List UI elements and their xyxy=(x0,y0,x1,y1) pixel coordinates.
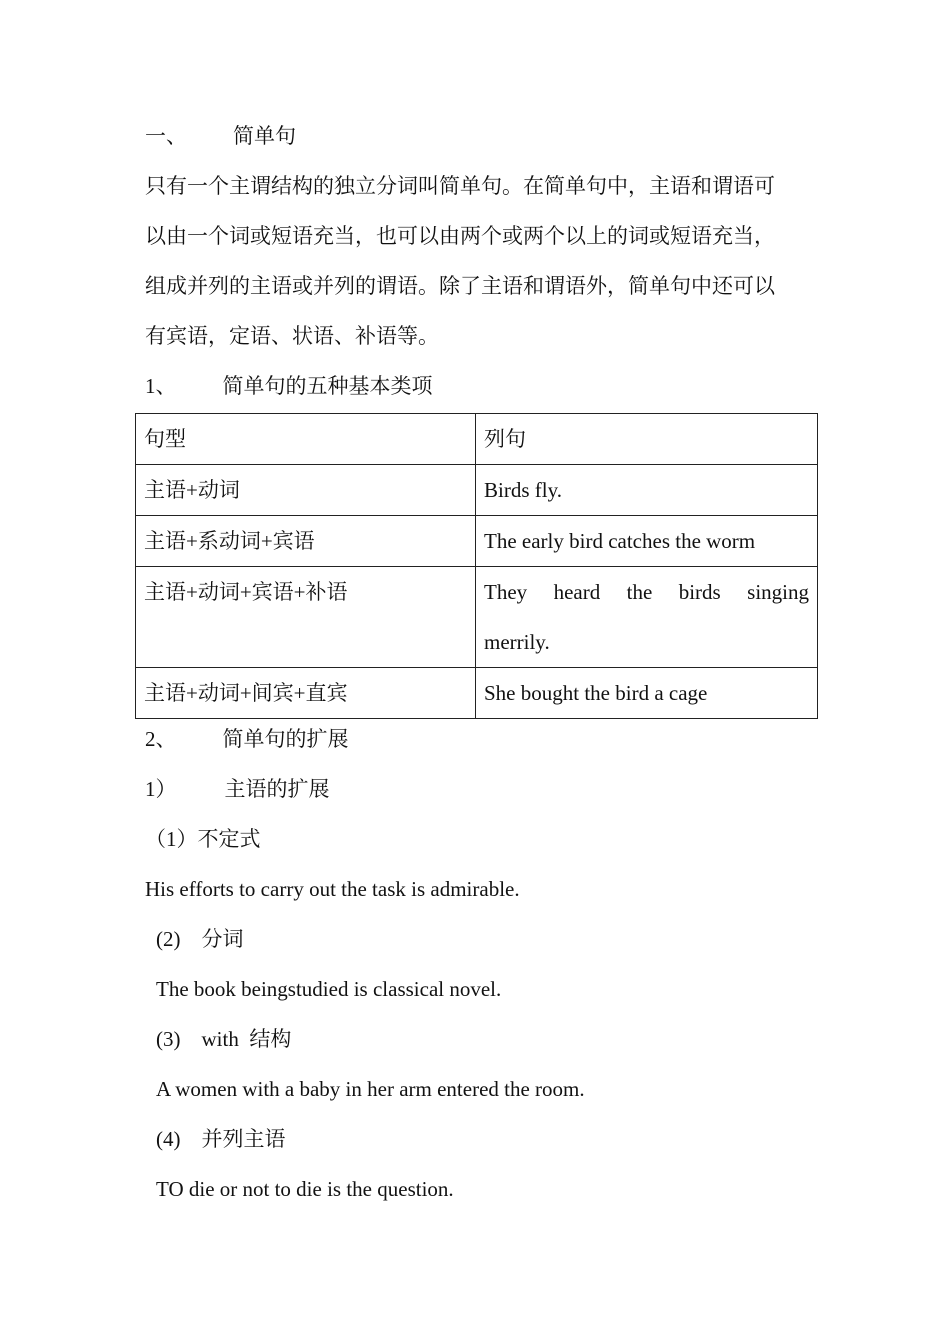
subheading-number: 1、 xyxy=(145,374,177,398)
example-cell: She bought the bird a cage xyxy=(476,668,818,719)
pattern-cell: 主语+动词+宾语+补语 xyxy=(136,567,476,668)
item-label: (2) 分词 xyxy=(156,927,244,951)
pattern-cell: 主语+系动词+宾语 xyxy=(136,516,476,567)
example-cell xyxy=(476,567,818,668)
pattern-cell: 主语+动词+间宾+直宾 xyxy=(136,668,476,719)
table-row xyxy=(136,668,818,719)
intro-paragraph-line: 以由一个词或短语充当，也可以由两个或两个以上的词或短语充当， xyxy=(145,224,775,248)
example-line: merrily. xyxy=(484,630,550,654)
example-line: They heard the birds singing xyxy=(484,580,809,604)
table-row xyxy=(136,465,818,516)
subheading-title: 简单句的扩展 xyxy=(222,727,349,751)
pattern-cell: 主语+动词 xyxy=(136,465,476,516)
subheading-subject-expansion xyxy=(145,775,330,803)
subheading-title: 主语的扩展 xyxy=(224,777,330,801)
sentence-pattern-table xyxy=(135,413,818,719)
section-number: 一、 xyxy=(145,124,187,148)
intro-paragraph-line: 只有一个主谓结构的独立分词叫简单句。在简单句中，主语和谓语可 xyxy=(145,174,775,198)
item-label: (4) 并列主语 xyxy=(156,1127,286,1151)
item-label: （1）不定式 xyxy=(145,827,261,851)
subheading-basic-types xyxy=(145,372,433,400)
table-header-cell: 列句 xyxy=(476,414,818,465)
item-example: A women with a baby in her arm entered the room. xyxy=(156,1077,585,1101)
example-cell: The early bird catches the worm xyxy=(476,516,818,567)
intro-paragraph-line: 有宾语，定语、状语、补语等。 xyxy=(145,324,439,348)
subheading-title: 简单句的五种基本类项 xyxy=(222,374,433,398)
table-header-cell: 句型 xyxy=(136,414,476,465)
table-row xyxy=(136,567,818,668)
section-title: 简单句 xyxy=(233,124,296,148)
subheading-number: 1） xyxy=(145,777,177,801)
item-example: The book beingstudied is classical novel. xyxy=(156,977,502,1001)
subheading-number: 2、 xyxy=(145,727,177,751)
example-cell: Birds fly. xyxy=(476,465,818,516)
item-example: His efforts to carry out the task is admirable. xyxy=(145,877,520,901)
item-example: TO die or not to die is the question. xyxy=(156,1177,454,1201)
item-label: (3) with 结构 xyxy=(156,1027,292,1051)
table-row xyxy=(136,516,818,567)
subheading-expansion xyxy=(145,725,349,753)
intro-paragraph-line: 组成并列的主语或并列的谓语。除了主语和谓语外，简单句中还可以 xyxy=(145,274,775,298)
table-header-row xyxy=(136,414,818,465)
section-heading xyxy=(145,122,296,150)
